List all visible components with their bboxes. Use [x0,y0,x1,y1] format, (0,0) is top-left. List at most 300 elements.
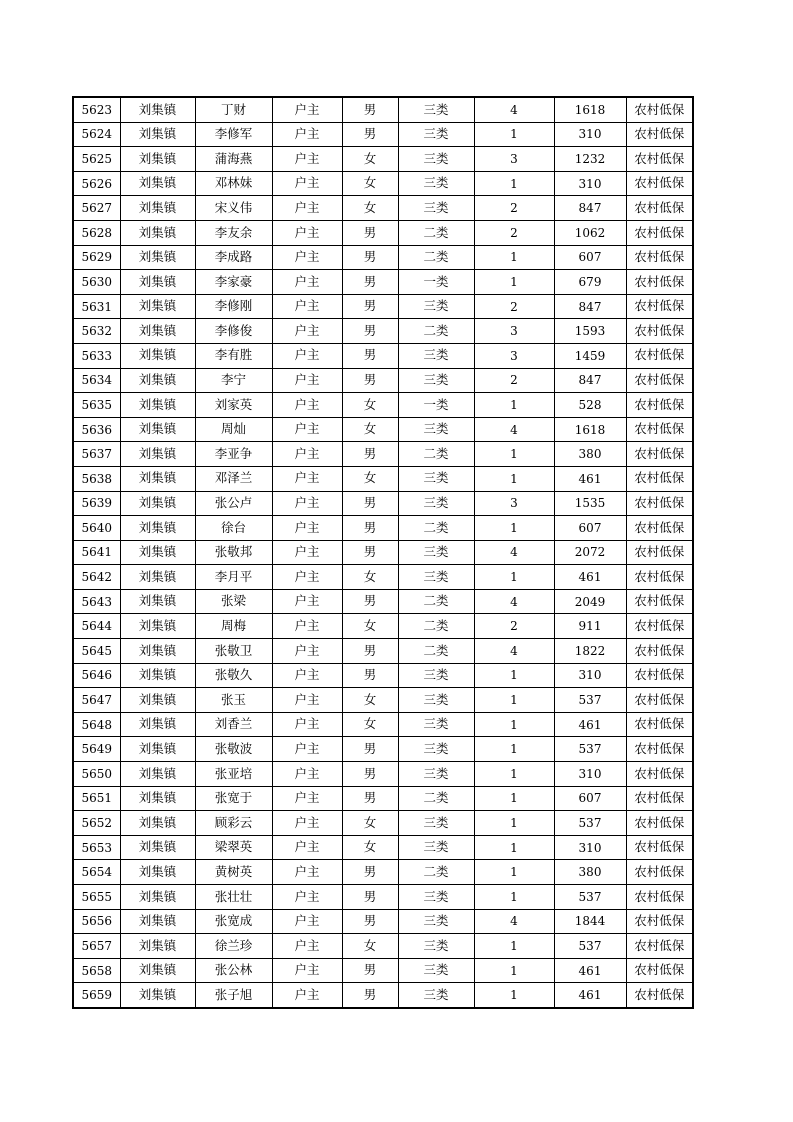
cell-gender: 男 [342,220,398,245]
cell-record-id: 5657 [73,934,120,959]
cell-category: 三类 [398,171,474,196]
cell-category: 三类 [398,540,474,565]
cell-record-id: 5654 [73,860,120,885]
cell-name: 张宽成 [195,909,272,934]
table-row [73,712,693,737]
cell-record-id: 5651 [73,786,120,811]
cell-category: 三类 [398,934,474,959]
cell-name: 张敬邦 [195,540,272,565]
table-row [73,196,693,221]
table-row [73,97,693,122]
cell-household-size: 2 [474,196,554,221]
cell-relation: 户主 [272,393,342,418]
roster-table [72,96,694,1009]
cell-relation: 户主 [272,860,342,885]
cell-category: 三类 [398,909,474,934]
cell-relation: 户主 [272,540,342,565]
cell-town: 刘集镇 [120,122,195,147]
cell-record-id: 5646 [73,663,120,688]
cell-assistance-type: 农村低保 [626,442,693,467]
cell-category: 三类 [398,983,474,1008]
cell-household-size: 1 [474,712,554,737]
table-row [73,639,693,664]
cell-town: 刘集镇 [120,343,195,368]
cell-assistance-type: 农村低保 [626,270,693,295]
cell-name: 蒲海燕 [195,147,272,172]
cell-gender: 男 [342,122,398,147]
cell-gender: 男 [342,319,398,344]
cell-record-id: 5635 [73,393,120,418]
cell-town: 刘集镇 [120,958,195,983]
cell-household-size: 1 [474,811,554,836]
cell-town: 刘集镇 [120,565,195,590]
cell-category: 三类 [398,712,474,737]
cell-name: 张玉 [195,688,272,713]
cell-town: 刘集镇 [120,442,195,467]
cell-record-id: 5636 [73,417,120,442]
cell-relation: 户主 [272,885,342,910]
cell-gender: 男 [342,737,398,762]
cell-relation: 户主 [272,958,342,983]
cell-household-size: 1 [474,737,554,762]
cell-household-size: 1 [474,122,554,147]
cell-household-size: 4 [474,589,554,614]
cell-category: 三类 [398,147,474,172]
cell-category: 三类 [398,294,474,319]
cell-gender: 男 [342,491,398,516]
cell-assistance-type: 农村低保 [626,491,693,516]
cell-gender: 女 [342,466,398,491]
cell-category: 二类 [398,639,474,664]
cell-amount: 310 [554,762,626,787]
cell-gender: 男 [342,516,398,541]
cell-amount: 310 [554,171,626,196]
cell-gender: 女 [342,171,398,196]
cell-assistance-type: 农村低保 [626,614,693,639]
cell-amount: 847 [554,368,626,393]
table-row [73,589,693,614]
cell-name: 李月平 [195,565,272,590]
cell-assistance-type: 农村低保 [626,466,693,491]
cell-category: 三类 [398,958,474,983]
cell-gender: 男 [342,294,398,319]
cell-assistance-type: 农村低保 [626,663,693,688]
table-row [73,368,693,393]
cell-household-size: 2 [474,294,554,319]
cell-town: 刘集镇 [120,737,195,762]
cell-town: 刘集镇 [120,516,195,541]
cell-relation: 户主 [272,417,342,442]
cell-record-id: 5642 [73,565,120,590]
cell-assistance-type: 农村低保 [626,589,693,614]
cell-town: 刘集镇 [120,688,195,713]
cell-amount: 310 [554,122,626,147]
cell-town: 刘集镇 [120,934,195,959]
cell-category: 三类 [398,122,474,147]
cell-record-id: 5638 [73,466,120,491]
cell-record-id: 5633 [73,343,120,368]
cell-town: 刘集镇 [120,171,195,196]
cell-name: 张公林 [195,958,272,983]
cell-gender: 女 [342,712,398,737]
cell-category: 三类 [398,762,474,787]
table-row [73,860,693,885]
cell-record-id: 5634 [73,368,120,393]
cell-name: 李亚争 [195,442,272,467]
table-row [73,835,693,860]
cell-record-id: 5648 [73,712,120,737]
cell-category: 三类 [398,565,474,590]
table-row [73,393,693,418]
cell-name: 周灿 [195,417,272,442]
cell-name: 李修刚 [195,294,272,319]
cell-category: 二类 [398,589,474,614]
cell-assistance-type: 农村低保 [626,417,693,442]
cell-assistance-type: 农村低保 [626,220,693,245]
cell-category: 二类 [398,860,474,885]
table-row [73,122,693,147]
cell-assistance-type: 农村低保 [626,688,693,713]
cell-amount: 537 [554,885,626,910]
cell-amount: 1618 [554,97,626,122]
table-row [73,319,693,344]
table-row [73,270,693,295]
cell-town: 刘集镇 [120,786,195,811]
cell-gender: 女 [342,417,398,442]
cell-record-id: 5631 [73,294,120,319]
cell-record-id: 5630 [73,270,120,295]
cell-town: 刘集镇 [120,762,195,787]
cell-relation: 户主 [272,786,342,811]
table-row [73,983,693,1008]
cell-relation: 户主 [272,368,342,393]
cell-name: 张亚培 [195,762,272,787]
cell-household-size: 1 [474,270,554,295]
cell-amount: 537 [554,934,626,959]
cell-category: 三类 [398,663,474,688]
cell-amount: 380 [554,442,626,467]
table-row [73,737,693,762]
cell-relation: 户主 [272,97,342,122]
cell-record-id: 5641 [73,540,120,565]
cell-category: 二类 [398,516,474,541]
cell-assistance-type: 农村低保 [626,196,693,221]
cell-relation: 户主 [272,220,342,245]
cell-name: 梁翠英 [195,835,272,860]
cell-household-size: 3 [474,491,554,516]
cell-name: 张壮壮 [195,885,272,910]
cell-name: 徐兰珍 [195,934,272,959]
table-row [73,147,693,172]
cell-assistance-type: 农村低保 [626,245,693,270]
table-row [73,934,693,959]
cell-gender: 男 [342,958,398,983]
cell-name: 周梅 [195,614,272,639]
cell-relation: 户主 [272,245,342,270]
cell-gender: 男 [342,442,398,467]
cell-name: 丁财 [195,97,272,122]
cell-relation: 户主 [272,712,342,737]
cell-record-id: 5629 [73,245,120,270]
cell-assistance-type: 农村低保 [626,737,693,762]
cell-name: 顾彩云 [195,811,272,836]
cell-category: 三类 [398,737,474,762]
cell-town: 刘集镇 [120,885,195,910]
cell-town: 刘集镇 [120,835,195,860]
cell-category: 二类 [398,786,474,811]
cell-amount: 847 [554,196,626,221]
cell-town: 刘集镇 [120,220,195,245]
cell-category: 三类 [398,368,474,393]
cell-household-size: 1 [474,466,554,491]
cell-gender: 男 [342,589,398,614]
cell-relation: 户主 [272,442,342,467]
table-row [73,909,693,934]
cell-gender: 男 [342,885,398,910]
cell-record-id: 5645 [73,639,120,664]
cell-gender: 男 [342,639,398,664]
table-row [73,565,693,590]
cell-name: 宋义伟 [195,196,272,221]
cell-name: 刘家英 [195,393,272,418]
cell-town: 刘集镇 [120,393,195,418]
cell-town: 刘集镇 [120,663,195,688]
cell-gender: 男 [342,97,398,122]
cell-assistance-type: 农村低保 [626,786,693,811]
cell-record-id: 5649 [73,737,120,762]
cell-name: 张梁 [195,589,272,614]
cell-amount: 461 [554,983,626,1008]
cell-category: 一类 [398,270,474,295]
cell-gender: 男 [342,245,398,270]
cell-relation: 户主 [272,171,342,196]
cell-gender: 男 [342,909,398,934]
cell-gender: 女 [342,614,398,639]
table-row [73,442,693,467]
cell-town: 刘集镇 [120,491,195,516]
cell-relation: 户主 [272,565,342,590]
cell-town: 刘集镇 [120,540,195,565]
cell-assistance-type: 农村低保 [626,343,693,368]
cell-relation: 户主 [272,491,342,516]
cell-gender: 男 [342,270,398,295]
cell-household-size: 1 [474,983,554,1008]
cell-town: 刘集镇 [120,294,195,319]
cell-amount: 461 [554,712,626,737]
cell-name: 黄树英 [195,860,272,885]
cell-record-id: 5628 [73,220,120,245]
cell-amount: 1232 [554,147,626,172]
cell-relation: 户主 [272,983,342,1008]
cell-household-size: 1 [474,245,554,270]
cell-gender: 女 [342,147,398,172]
cell-record-id: 5659 [73,983,120,1008]
cell-household-size: 1 [474,516,554,541]
table-row [73,762,693,787]
cell-record-id: 5639 [73,491,120,516]
cell-gender: 男 [342,343,398,368]
cell-name: 李成路 [195,245,272,270]
cell-town: 刘集镇 [120,147,195,172]
cell-name: 邓林妹 [195,171,272,196]
cell-town: 刘集镇 [120,860,195,885]
cell-household-size: 1 [474,958,554,983]
cell-name: 徐台 [195,516,272,541]
table-row [73,417,693,442]
cell-record-id: 5640 [73,516,120,541]
cell-gender: 女 [342,934,398,959]
cell-town: 刘集镇 [120,614,195,639]
cell-assistance-type: 农村低保 [626,540,693,565]
cell-name: 张子旭 [195,983,272,1008]
cell-household-size: 4 [474,97,554,122]
cell-amount: 1459 [554,343,626,368]
cell-record-id: 5655 [73,885,120,910]
cell-household-size: 1 [474,860,554,885]
table-row [73,811,693,836]
cell-category: 三类 [398,491,474,516]
cell-assistance-type: 农村低保 [626,762,693,787]
cell-town: 刘集镇 [120,639,195,664]
cell-gender: 女 [342,811,398,836]
cell-town: 刘集镇 [120,368,195,393]
cell-relation: 户主 [272,147,342,172]
cell-relation: 户主 [272,319,342,344]
cell-household-size: 3 [474,147,554,172]
cell-gender: 女 [342,835,398,860]
cell-record-id: 5626 [73,171,120,196]
cell-amount: 537 [554,688,626,713]
cell-record-id: 5623 [73,97,120,122]
cell-record-id: 5637 [73,442,120,467]
cell-household-size: 1 [474,688,554,713]
cell-record-id: 5653 [73,835,120,860]
cell-gender: 男 [342,786,398,811]
cell-assistance-type: 农村低保 [626,909,693,934]
cell-assistance-type: 农村低保 [626,319,693,344]
cell-category: 三类 [398,196,474,221]
cell-household-size: 3 [474,343,554,368]
cell-record-id: 5644 [73,614,120,639]
cell-relation: 户主 [272,343,342,368]
cell-relation: 户主 [272,835,342,860]
cell-household-size: 1 [474,786,554,811]
cell-household-size: 1 [474,934,554,959]
cell-record-id: 5650 [73,762,120,787]
cell-relation: 户主 [272,688,342,713]
cell-record-id: 5627 [73,196,120,221]
cell-household-size: 4 [474,540,554,565]
cell-assistance-type: 农村低保 [626,934,693,959]
cell-town: 刘集镇 [120,589,195,614]
cell-record-id: 5624 [73,122,120,147]
cell-household-size: 1 [474,762,554,787]
cell-amount: 380 [554,860,626,885]
cell-record-id: 5652 [73,811,120,836]
cell-relation: 户主 [272,122,342,147]
cell-assistance-type: 农村低保 [626,147,693,172]
cell-household-size: 2 [474,614,554,639]
cell-town: 刘集镇 [120,270,195,295]
cell-amount: 847 [554,294,626,319]
cell-household-size: 4 [474,417,554,442]
table-row [73,171,693,196]
table-row [73,786,693,811]
cell-assistance-type: 农村低保 [626,835,693,860]
cell-record-id: 5632 [73,319,120,344]
cell-name: 张宽于 [195,786,272,811]
cell-household-size: 1 [474,885,554,910]
cell-gender: 男 [342,368,398,393]
cell-assistance-type: 农村低保 [626,958,693,983]
cell-amount: 1618 [554,417,626,442]
cell-category: 三类 [398,835,474,860]
cell-amount: 537 [554,737,626,762]
cell-category: 三类 [398,811,474,836]
cell-relation: 户主 [272,294,342,319]
table-row [73,220,693,245]
table-row [73,885,693,910]
cell-relation: 户主 [272,934,342,959]
cell-name: 李宁 [195,368,272,393]
cell-amount: 1535 [554,491,626,516]
cell-assistance-type: 农村低保 [626,171,693,196]
cell-name: 张敬波 [195,737,272,762]
cell-assistance-type: 农村低保 [626,516,693,541]
cell-record-id: 5658 [73,958,120,983]
cell-relation: 户主 [272,663,342,688]
cell-name: 张公卢 [195,491,272,516]
cell-relation: 户主 [272,639,342,664]
cell-amount: 2072 [554,540,626,565]
cell-relation: 户主 [272,614,342,639]
cell-relation: 户主 [272,762,342,787]
cell-category: 二类 [398,442,474,467]
cell-relation: 户主 [272,737,342,762]
cell-assistance-type: 农村低保 [626,294,693,319]
table-row [73,614,693,639]
table-row [73,516,693,541]
cell-assistance-type: 农村低保 [626,393,693,418]
cell-name: 刘香兰 [195,712,272,737]
cell-name: 邓泽兰 [195,466,272,491]
cell-amount: 461 [554,466,626,491]
cell-category: 三类 [398,885,474,910]
cell-name: 李友余 [195,220,272,245]
cell-amount: 310 [554,663,626,688]
roster-body [73,97,693,1008]
cell-record-id: 5625 [73,147,120,172]
cell-category: 二类 [398,220,474,245]
cell-gender: 女 [342,565,398,590]
cell-assistance-type: 农村低保 [626,122,693,147]
table-row [73,688,693,713]
cell-household-size: 1 [474,663,554,688]
cell-amount: 1844 [554,909,626,934]
cell-amount: 679 [554,270,626,295]
cell-town: 刘集镇 [120,245,195,270]
cell-assistance-type: 农村低保 [626,885,693,910]
cell-amount: 607 [554,786,626,811]
cell-category: 三类 [398,466,474,491]
cell-gender: 男 [342,860,398,885]
cell-assistance-type: 农村低保 [626,712,693,737]
cell-category: 三类 [398,688,474,713]
cell-amount: 911 [554,614,626,639]
cell-town: 刘集镇 [120,983,195,1008]
cell-category: 三类 [398,343,474,368]
cell-household-size: 4 [474,909,554,934]
